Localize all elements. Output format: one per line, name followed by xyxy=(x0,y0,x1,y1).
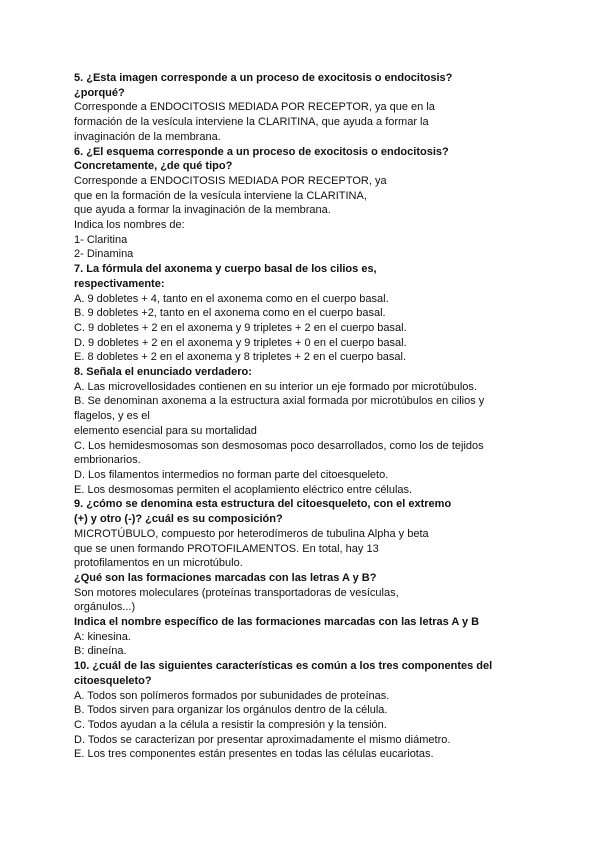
question-line: 5. ¿Esta imagen corresponde a un proceso de exocitosis o endocitosis? xyxy=(74,72,453,84)
text-line: D. 9 dobletes + 2 en el axonema y 9 tripletes + 0 en el cuerpo basal. xyxy=(74,336,407,349)
text-line: A. 9 dobletes + 4, tanto en el axonema como en el cuerpo basal. xyxy=(74,292,389,305)
text-line: que ayuda a formar la invaginación de la membrana. xyxy=(74,204,331,217)
text-line: B. Todos sirven para organizar los orgánulos dentro de la célula. xyxy=(74,704,388,717)
text-line: C. 9 dobletes + 2 en el axonema y 9 tripletes + 2 en el cuerpo basal. xyxy=(74,321,407,334)
text-line: Corresponde a ENDOCITOSIS MEDIADA POR RECEPTOR, ya que en la xyxy=(74,101,435,114)
text-line: E. 8 dobletes + 2 en el axonema y 8 tripletes + 2 en el cuerpo basal. xyxy=(74,351,407,364)
text-line: flagelos, y es el xyxy=(74,410,150,423)
text-line: 2- Dinamina xyxy=(74,248,134,261)
text-line: elemento esencial para su mortalidad xyxy=(74,424,257,437)
text-line: A: kinesina. xyxy=(74,630,131,643)
question-line: 7. La fórmula del axonema y cuerpo basal de los cilios es, xyxy=(74,263,377,276)
text-line: 1- Claritina xyxy=(74,233,128,246)
text-line: Son motores moleculares (proteínas transportadoras de vesículas, xyxy=(74,586,399,599)
question-line: (+) y otro (-)? ¿cuál es su composición? xyxy=(74,513,283,526)
text-line: E. Los desmosomas permiten el acoplamiento eléctrico entre células. xyxy=(74,483,413,496)
text-line: C. Todos ayudan a la célula a resistir la compresión y la tensión. xyxy=(74,718,387,731)
text-line: D. Los filamentos intermedios no forman parte del citoesqueleto. xyxy=(74,468,389,481)
text-line: B. 9 dobletes +2, tanto en el axonema como en el cuerpo basal. xyxy=(74,307,386,320)
question-line: ¿porqué? xyxy=(74,86,125,99)
text-line: embrionarios. xyxy=(74,454,141,467)
text-line: invaginación de la membrana. xyxy=(74,130,221,143)
text-line: que en la formación de la vesícula interviene la CLARITINA, xyxy=(74,189,367,202)
question-line: 9. ¿cómo se denomina esta estructura del citoesqueleto, con el extremo xyxy=(74,498,452,511)
question-line: 10. ¿cuál de las siguientes características es común a los tres componentes del xyxy=(74,660,493,673)
question-line: citoesqueleto? xyxy=(74,674,152,687)
question-line: ¿Qué son las formaciones marcadas con las letras A y B? xyxy=(74,571,377,584)
question-line: respectivamente: xyxy=(74,277,165,290)
text-line: E. Los tres componentes están presentes en todas las células eucariotas. xyxy=(74,748,434,761)
text-line: Indica los nombres de: xyxy=(74,219,185,232)
text-line: que se unen formando PROTOFILAMENTOS. En total, hay 13 xyxy=(74,542,379,555)
text-line: orgánulos...) xyxy=(74,601,136,614)
question-line: Concretamente, ¿de qué tipo? xyxy=(74,160,233,173)
text-line: protofilamentos en un microtúbulo. xyxy=(74,557,243,570)
text-line: D. Todos se caracterizan por presentar aproximadamente el mismo diámetro. xyxy=(74,733,451,746)
text-line: formación de la vesícula interviene la CLARITINA, que ayuda a formar la xyxy=(74,116,429,129)
text-line: B: dineína. xyxy=(74,645,127,658)
text-line: C. Los hemidesmosomas son desmosomas poco desarrollados, como los de tejidos xyxy=(74,439,484,452)
document-body xyxy=(74,71,534,762)
question-line: 8. Señala el enunciado verdadero: xyxy=(74,366,252,379)
text-line: Corresponde a ENDOCITOSIS MEDIADA POR RECEPTOR, ya xyxy=(74,174,387,187)
question-line: 6. ¿El esquema corresponde a un proceso de exocitosis o endocitosis? xyxy=(74,145,449,158)
text-line: MICROTÚBULO, compuesto por heterodímeros de tubulina Alpha y beta xyxy=(74,527,429,540)
text-line: A. Todos son polímeros formados por subunidades de proteínas. xyxy=(74,689,390,702)
question-line: Indica el nombre específico de las formaciones marcadas con las letras A y B xyxy=(74,616,480,629)
text-line: B. Se denominan axonema a la estructura axial formada por microtúbulos en cilios y xyxy=(74,395,485,408)
text-line: A. Las microvellosidades contienen en su interior un eje formado por microtúbulos. xyxy=(74,380,477,393)
